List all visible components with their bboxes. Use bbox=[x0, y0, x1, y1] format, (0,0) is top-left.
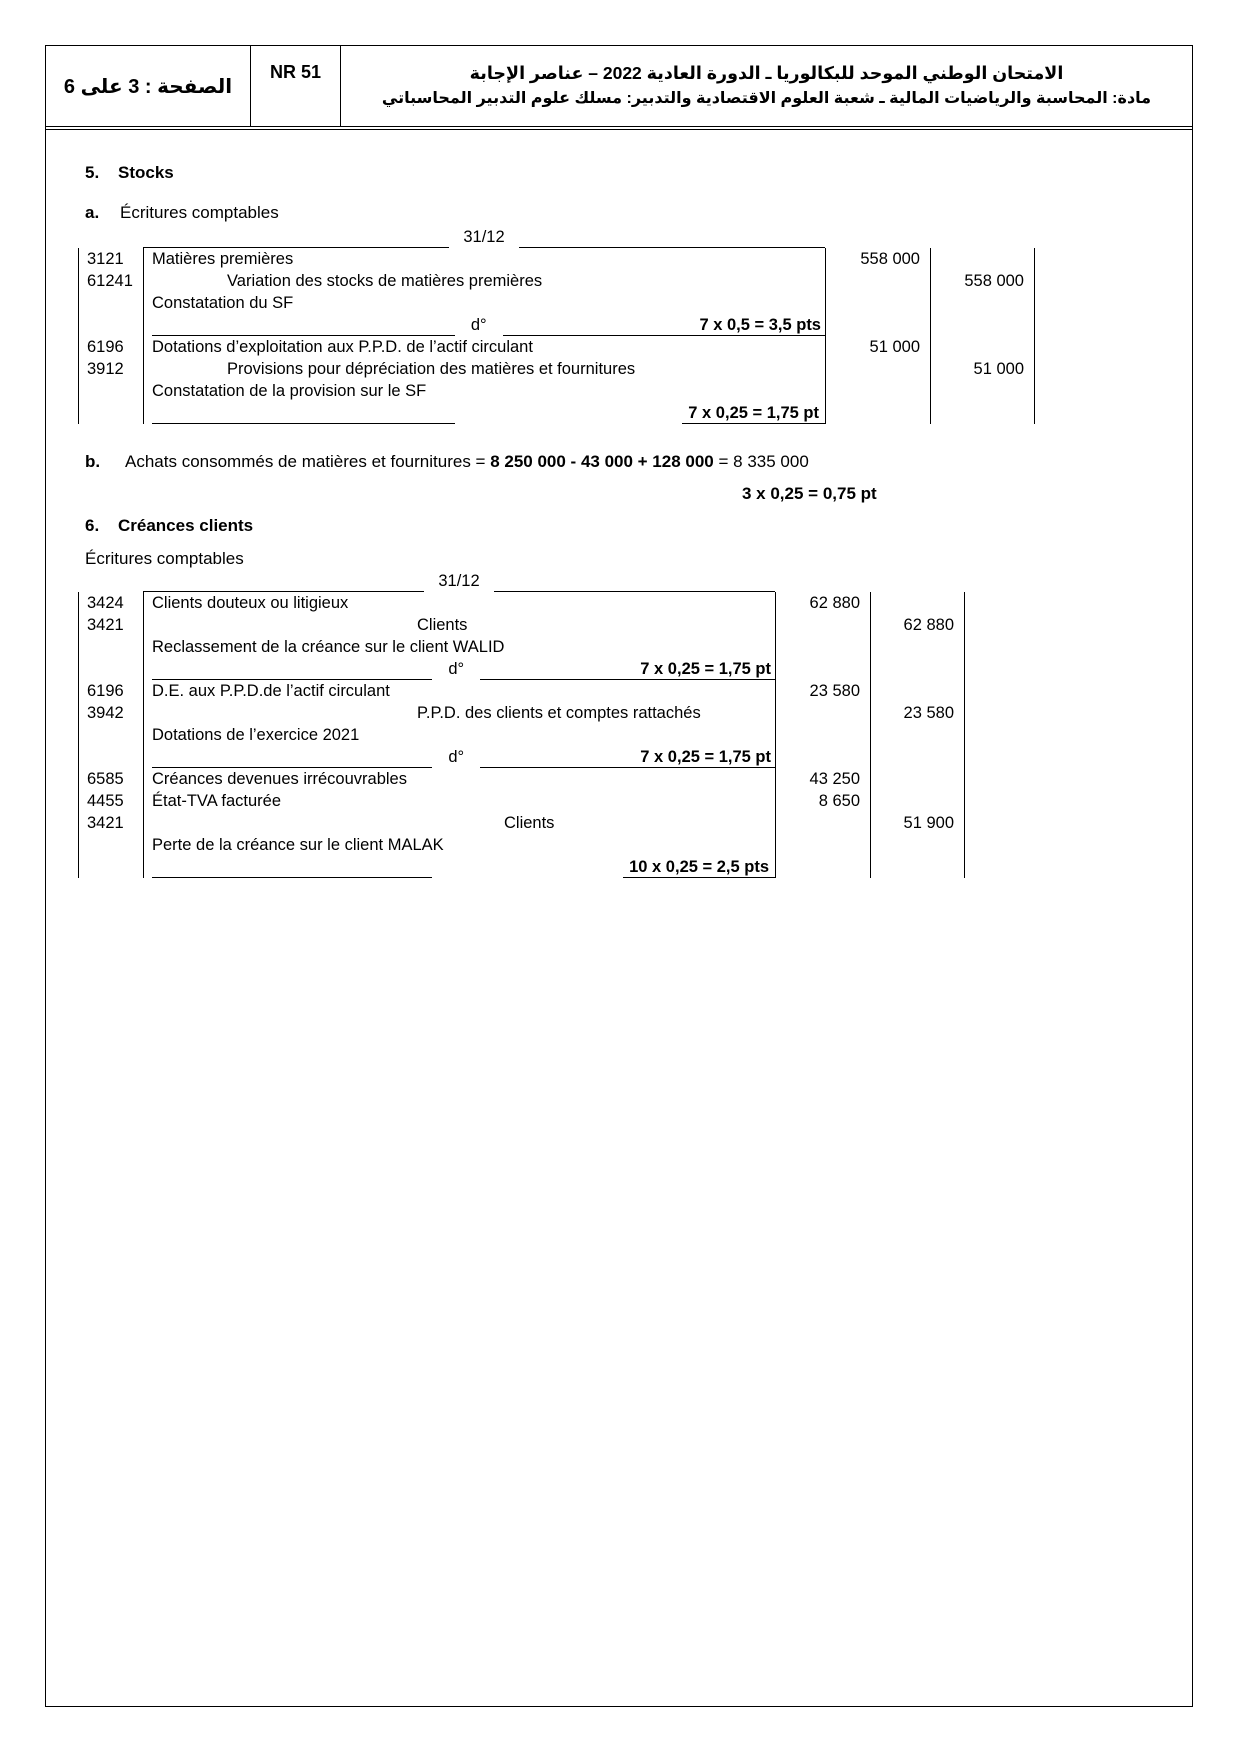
item-a-heading bbox=[85, 203, 279, 223]
credit-amount bbox=[870, 856, 965, 878]
debit-amount bbox=[825, 270, 930, 292]
entry-narration: Constatation de la provision sur le SF bbox=[152, 382, 427, 400]
entry-label-cell bbox=[143, 834, 775, 856]
debit-amount bbox=[825, 292, 930, 314]
journal-row bbox=[78, 336, 1035, 358]
exam-title-line1: الامتحان الوطني الموحد للبكالوريا ـ الدورة العادية 2022 – عناصر الإجابة bbox=[469, 63, 1064, 83]
entry-label-cell bbox=[143, 248, 825, 270]
credit-amount bbox=[870, 636, 965, 658]
rule-gap bbox=[432, 856, 623, 878]
entry-label: Clients douteux ou litigieux bbox=[152, 594, 349, 612]
debit-amount: 23 580 bbox=[775, 680, 870, 702]
journal-row bbox=[78, 812, 965, 834]
entry-label-cell bbox=[143, 702, 775, 724]
account-code bbox=[78, 402, 143, 424]
debit-amount: 558 000 bbox=[825, 248, 930, 270]
account-code: 4455 bbox=[78, 790, 143, 812]
journal-row bbox=[78, 702, 965, 724]
journal-row bbox=[78, 592, 965, 614]
entry-narration: Perte de la créance sur le client MALAK bbox=[152, 836, 444, 854]
entry-label: P.P.D. des clients et comptes rattachés bbox=[417, 704, 701, 722]
entry-label: État-TVA facturée bbox=[152, 792, 282, 810]
credit-amount: 51 900 bbox=[870, 812, 965, 834]
item-b-line bbox=[85, 452, 809, 472]
account-code: 3421 bbox=[78, 812, 143, 834]
credit-amount: 23 580 bbox=[870, 702, 965, 724]
separator bbox=[152, 314, 825, 336]
account-code bbox=[78, 380, 143, 402]
account-code: 6196 bbox=[78, 336, 143, 358]
separator-cell bbox=[143, 856, 775, 878]
item-label: b. bbox=[85, 452, 101, 471]
journal-row bbox=[78, 292, 1035, 314]
credit-amount bbox=[930, 292, 1035, 314]
rule-left bbox=[152, 856, 432, 878]
debit-amount bbox=[775, 856, 870, 878]
debit-amount bbox=[775, 636, 870, 658]
credit-amount: 51 000 bbox=[930, 358, 1035, 380]
rule-left bbox=[152, 314, 455, 336]
separator bbox=[152, 746, 775, 768]
journal-row bbox=[78, 380, 1035, 402]
journal-date-row bbox=[78, 226, 825, 248]
debit-amount bbox=[775, 702, 870, 724]
entry-label: Dotations d’exploitation aux P.P.D. de l’actif circulant bbox=[152, 338, 533, 356]
journal-row bbox=[78, 358, 1035, 380]
date-rule-right bbox=[494, 570, 775, 592]
entry-label: D.E. aux P.P.D.de l’actif circulant bbox=[152, 682, 390, 700]
section-title: Stocks bbox=[118, 163, 174, 182]
exam-title-cell bbox=[341, 46, 1192, 126]
section-number: 6. bbox=[85, 516, 100, 535]
entry-label-cell bbox=[143, 270, 825, 292]
entry-label-cell bbox=[143, 636, 775, 658]
credit-amount bbox=[930, 336, 1035, 358]
page-indicator: الصفحة : 3 على 6 bbox=[63, 75, 233, 98]
debit-amount: 51 000 bbox=[825, 336, 930, 358]
account-code: 6585 bbox=[78, 768, 143, 790]
account-code bbox=[78, 658, 143, 680]
rule-left bbox=[152, 402, 455, 424]
credit-amount bbox=[870, 790, 965, 812]
entry-label-cell bbox=[143, 812, 775, 834]
ditto-mark: d° bbox=[448, 748, 465, 766]
account-code bbox=[78, 292, 143, 314]
rule-left bbox=[152, 746, 432, 768]
separator-cell bbox=[143, 658, 775, 680]
entry-label-cell bbox=[143, 380, 825, 402]
credit-amount: 62 880 bbox=[870, 614, 965, 636]
journal-final-row bbox=[78, 856, 965, 878]
item-label: a. bbox=[85, 203, 100, 222]
credit-amount bbox=[870, 592, 965, 614]
date-spacer bbox=[78, 226, 143, 248]
account-code: 3424 bbox=[78, 592, 143, 614]
rule-gap bbox=[455, 402, 682, 424]
debit-amount bbox=[825, 380, 930, 402]
credit-amount bbox=[870, 658, 965, 680]
journal-date: 31/12 bbox=[438, 572, 480, 590]
exam-code: NR 51 bbox=[269, 62, 322, 82]
points-note: 7 x 0,25 = 1,75 pt bbox=[480, 658, 775, 680]
debit-amount bbox=[775, 724, 870, 746]
debit-amount bbox=[775, 658, 870, 680]
journal-row bbox=[78, 834, 965, 856]
credit-amount bbox=[930, 248, 1035, 270]
closing-rule bbox=[152, 402, 825, 424]
ditto-mark: d° bbox=[470, 316, 487, 334]
journal-row bbox=[78, 680, 965, 702]
journal-row bbox=[78, 768, 965, 790]
journal-final-row bbox=[78, 402, 1035, 424]
journal-stocks bbox=[78, 226, 1035, 424]
account-code bbox=[78, 856, 143, 878]
entry-label-cell bbox=[143, 680, 775, 702]
points-note: 7 x 0,25 = 1,75 pt bbox=[682, 402, 825, 424]
entry-narration: Reclassement de la créance sur le client WALID bbox=[152, 638, 505, 656]
separator-cell bbox=[143, 314, 825, 336]
entry-label: Provisions pour dépréciation des matières et fournitures bbox=[227, 360, 636, 378]
points-note: 7 x 0,25 = 1,75 pt bbox=[480, 746, 775, 768]
journal-separator-row bbox=[78, 658, 965, 680]
account-code: 61241 bbox=[78, 270, 143, 292]
ditto-mark: d° bbox=[448, 660, 465, 678]
account-code: 3421 bbox=[78, 614, 143, 636]
item-b-text: Achats consommés de matières et fournitures = bbox=[125, 452, 491, 471]
points-note: 7 x 0,5 = 3,5 pts bbox=[503, 314, 825, 336]
date-rule-left bbox=[143, 226, 449, 248]
entry-narration: Dotations de l’exercice 2021 bbox=[152, 726, 360, 744]
exam-title-line2: مادة: المحاسبة والرياضيات المالية ـ شعبة العلوم الاقتصادية والتدبير: مسلك علوم التدبير المحاسباتي bbox=[381, 90, 1152, 107]
entry-label-cell bbox=[143, 358, 825, 380]
rule-left bbox=[152, 658, 432, 680]
account-code bbox=[78, 724, 143, 746]
entry-label-cell bbox=[143, 790, 775, 812]
section-6-subtitle: Écritures comptables bbox=[85, 549, 244, 568]
entry-label: Matières premières bbox=[152, 250, 294, 268]
entry-label-cell bbox=[143, 292, 825, 314]
date-rule-right bbox=[519, 226, 825, 248]
journal-separator-row bbox=[78, 314, 1035, 336]
debit-amount bbox=[775, 614, 870, 636]
entry-label-cell bbox=[143, 614, 775, 636]
journal-row bbox=[78, 790, 965, 812]
section-title: Créances clients bbox=[118, 516, 254, 535]
credit-amount bbox=[870, 680, 965, 702]
separator bbox=[152, 658, 775, 680]
entry-label: Clients bbox=[417, 616, 468, 634]
entry-label: Variation des stocks de matières premières bbox=[227, 272, 543, 290]
credit-amount bbox=[930, 314, 1035, 336]
entry-label-cell bbox=[143, 336, 825, 358]
separator-cell bbox=[143, 746, 775, 768]
item-b-formula: 8 250 000 - 43 000 + 128 000 bbox=[490, 452, 714, 471]
journal-row bbox=[78, 636, 965, 658]
credit-amount: 558 000 bbox=[930, 270, 1035, 292]
entry-label: Créances devenues irrécouvrables bbox=[152, 770, 407, 788]
account-code bbox=[78, 636, 143, 658]
journal-separator-row bbox=[78, 746, 965, 768]
credit-amount bbox=[870, 768, 965, 790]
credit-amount bbox=[930, 380, 1035, 402]
exam-code-cell bbox=[251, 46, 341, 126]
credit-amount bbox=[870, 746, 965, 768]
journal-creances bbox=[78, 570, 965, 878]
account-code: 3912 bbox=[78, 358, 143, 380]
credit-amount bbox=[930, 402, 1035, 424]
entry-narration: Constatation du SF bbox=[152, 294, 294, 312]
account-code: 3942 bbox=[78, 702, 143, 724]
journal-date-row bbox=[78, 570, 775, 592]
date-spacer bbox=[78, 570, 143, 592]
item-b-result: = 8 335 000 bbox=[713, 452, 809, 471]
entry-label-cell bbox=[143, 724, 775, 746]
journal-row bbox=[78, 248, 1035, 270]
journal-row bbox=[78, 724, 965, 746]
debit-amount: 43 250 bbox=[775, 768, 870, 790]
account-code: 3121 bbox=[78, 248, 143, 270]
journal-date: 31/12 bbox=[463, 228, 505, 246]
closing-rule bbox=[152, 856, 775, 878]
entry-label-cell bbox=[143, 768, 775, 790]
debit-amount bbox=[775, 834, 870, 856]
entry-label: Clients bbox=[504, 814, 555, 832]
journal-row bbox=[78, 270, 1035, 292]
separator-cell bbox=[143, 402, 825, 424]
page-number-cell bbox=[46, 46, 251, 126]
entry-label-cell bbox=[143, 592, 775, 614]
debit-amount: 62 880 bbox=[775, 592, 870, 614]
date-rule-left bbox=[143, 570, 424, 592]
debit-amount bbox=[775, 812, 870, 834]
section-5-heading bbox=[85, 163, 174, 183]
item-title: Écritures comptables bbox=[120, 203, 279, 222]
section-6-heading bbox=[85, 516, 253, 536]
item-b-points: 3 x 0,25 = 0,75 pt bbox=[742, 484, 877, 503]
journal-row bbox=[78, 614, 965, 636]
account-code bbox=[78, 834, 143, 856]
account-code bbox=[78, 314, 143, 336]
section-number: 5. bbox=[85, 163, 100, 182]
debit-amount: 8 650 bbox=[775, 790, 870, 812]
page-header bbox=[46, 46, 1192, 130]
points-note: 10 x 0,25 = 2,5 pts bbox=[623, 856, 775, 878]
debit-amount bbox=[825, 358, 930, 380]
debit-amount bbox=[825, 314, 930, 336]
credit-amount bbox=[870, 834, 965, 856]
credit-amount bbox=[870, 724, 965, 746]
debit-amount bbox=[775, 746, 870, 768]
account-code bbox=[78, 746, 143, 768]
debit-amount bbox=[825, 402, 930, 424]
account-code: 6196 bbox=[78, 680, 143, 702]
